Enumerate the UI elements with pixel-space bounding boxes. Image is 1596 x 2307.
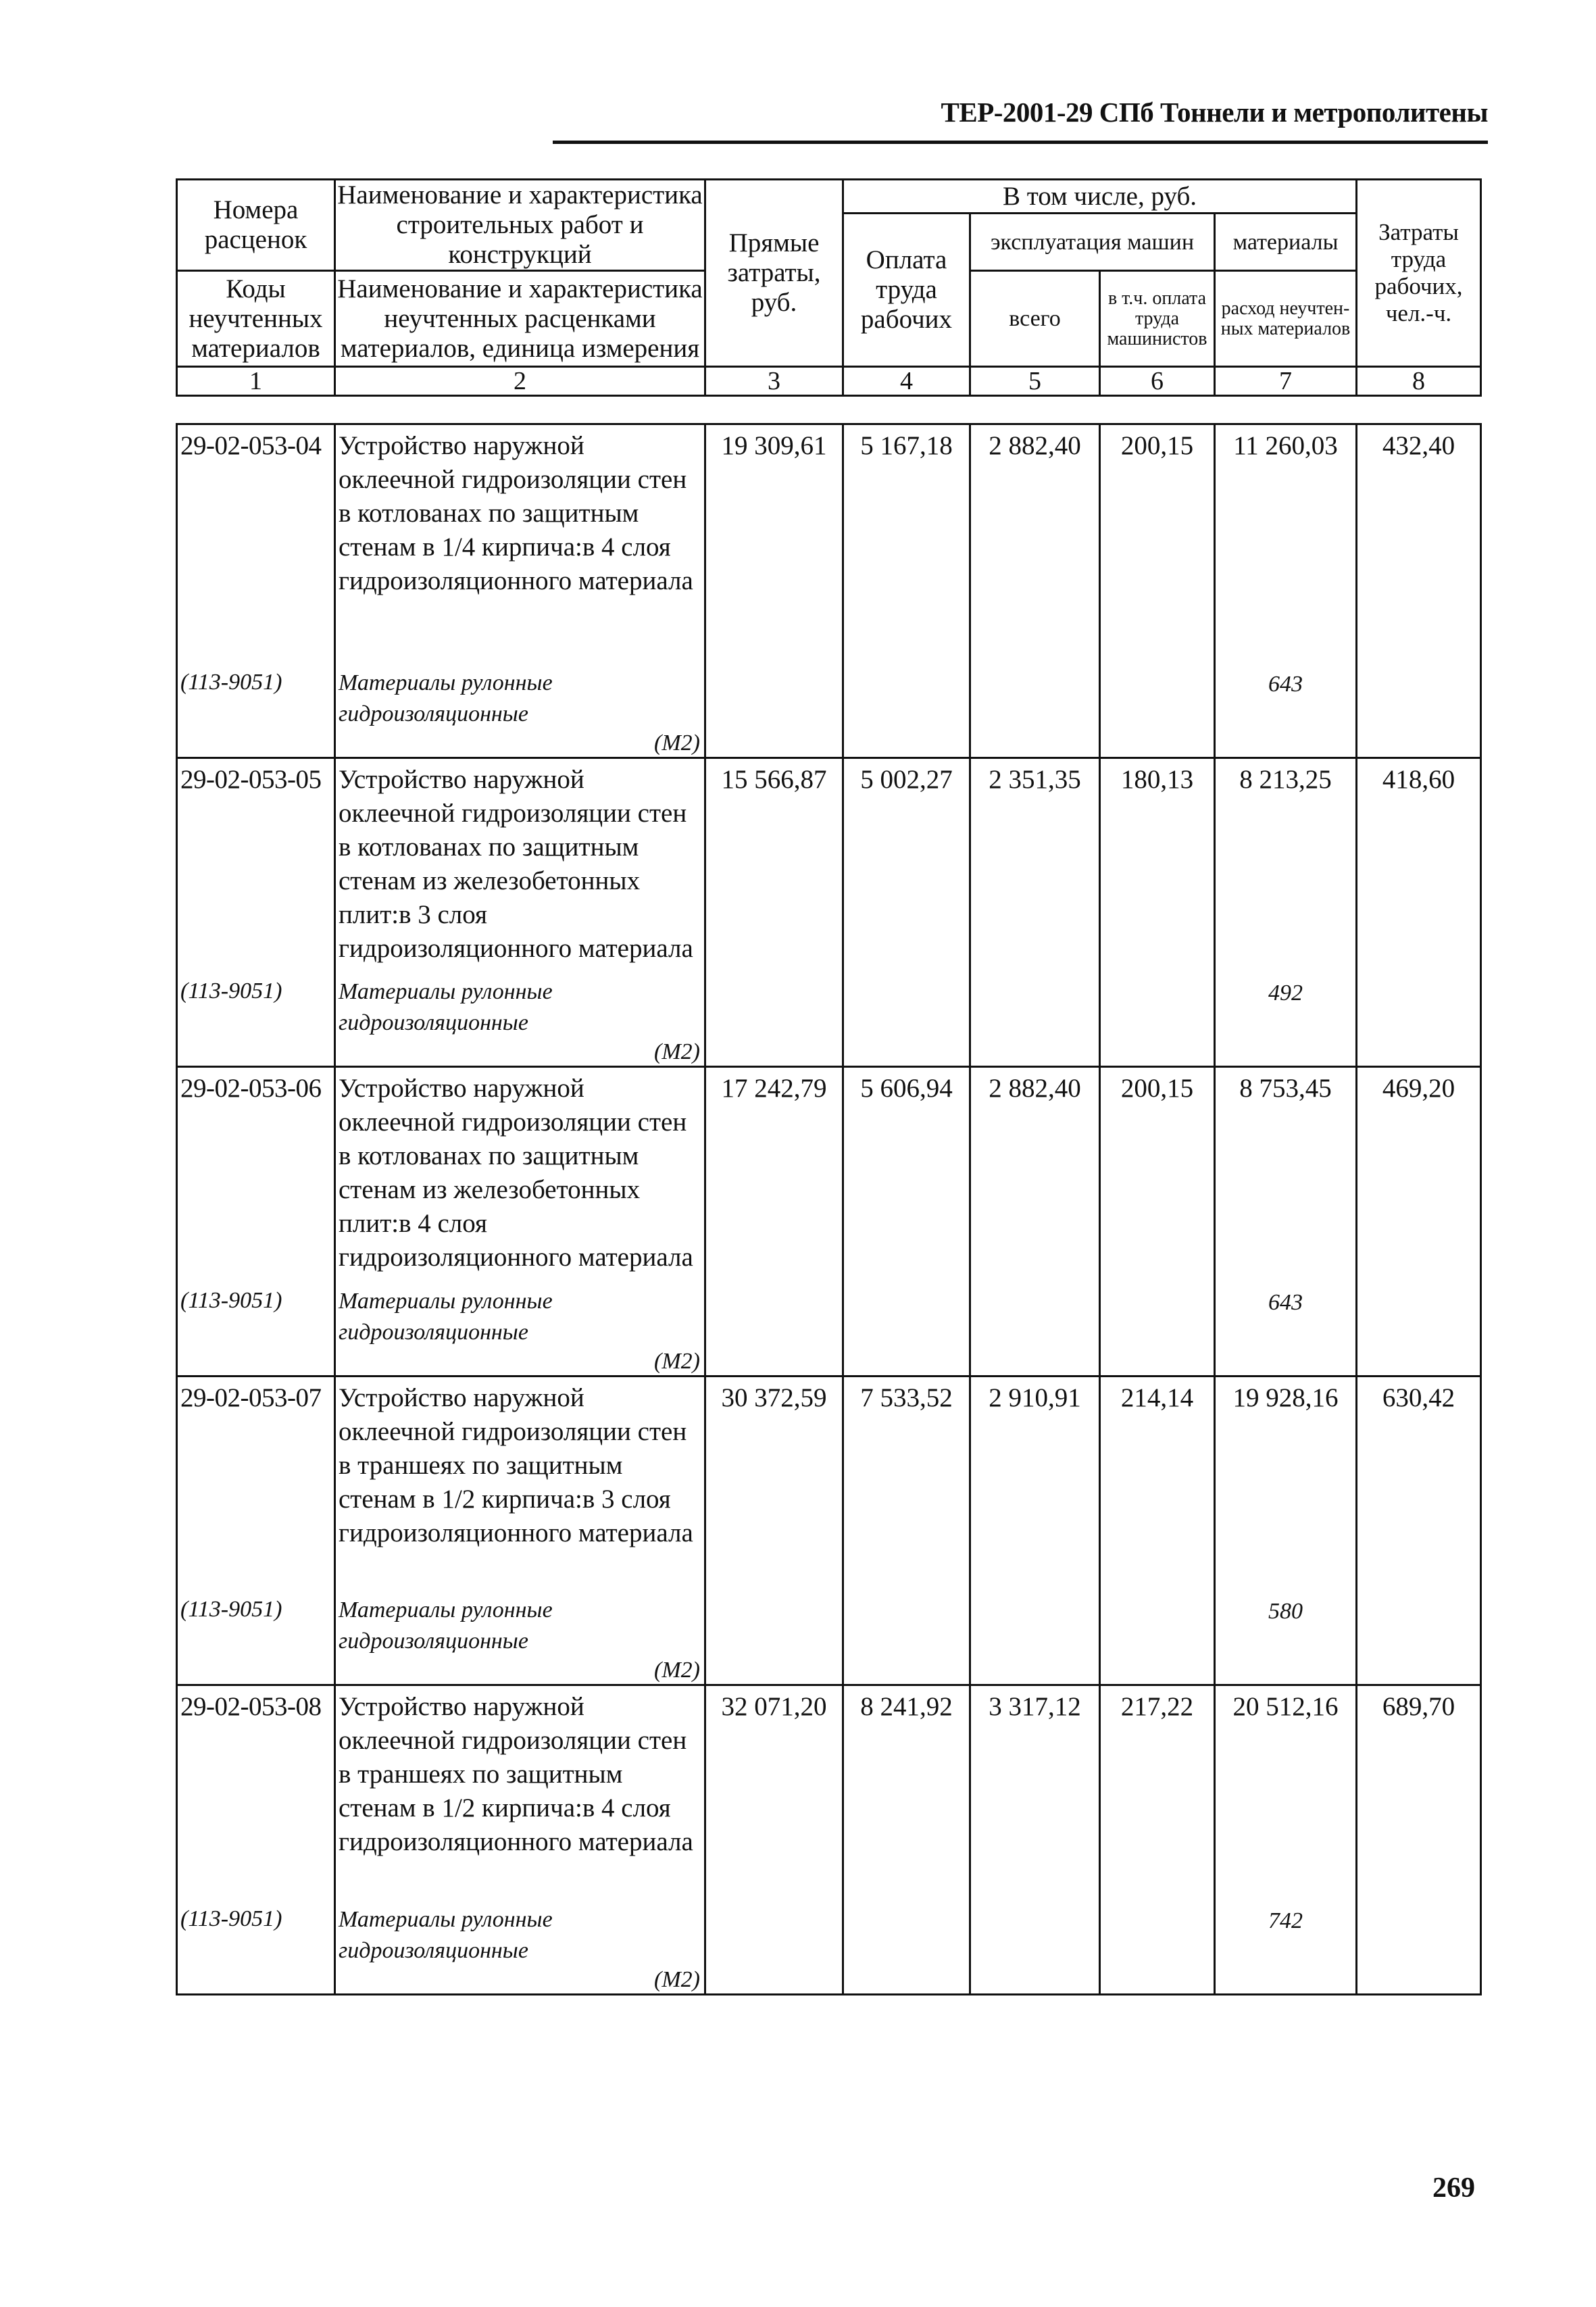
table-row [177, 424, 1481, 668]
direct-costs: 15 566,87 [705, 758, 843, 976]
rate-code: 29-02-053-05 [177, 758, 335, 976]
material-unit: (М2) [654, 1966, 700, 1992]
rates-table [176, 423, 1482, 1995]
material-row [177, 976, 1481, 1067]
material-row [177, 1286, 1481, 1376]
empty-cell [705, 1904, 843, 1995]
column-number: 5 [970, 367, 1100, 396]
header-col1-bottom: Коды неучтенных материалов [177, 271, 335, 367]
material-name-cell [335, 1286, 705, 1376]
direct-costs: 17 242,79 [705, 1067, 843, 1286]
column-number: 7 [1215, 367, 1357, 396]
page-number: 269 [1432, 2173, 1475, 2204]
header-machines-total: всего [970, 271, 1100, 367]
labor-pay: 5 606,94 [843, 1067, 970, 1286]
direct-costs: 19 309,61 [705, 424, 843, 668]
material-amount-cell [1215, 976, 1357, 1067]
labor-pay: 5 167,18 [843, 424, 970, 668]
header-labor-hours: Затраты труда рабочих, чел.-ч. [1357, 180, 1481, 367]
material-code-cell [177, 976, 335, 1067]
machinists-pay: 217,22 [1100, 1685, 1215, 1904]
empty-cell [705, 1286, 843, 1376]
header-unaccounted-materials: расход неучтен-ных материалов [1215, 271, 1357, 367]
rate-code: 29-02-053-04 [177, 424, 335, 668]
material-amount-cell [1215, 1904, 1357, 1995]
direct-costs: 30 372,59 [705, 1376, 843, 1595]
empty-cell [970, 976, 1100, 1067]
rate-code: 29-02-053-07 [177, 1376, 335, 1595]
labor-pay: 5 002,27 [843, 758, 970, 976]
empty-cell [843, 668, 970, 758]
material-code: (113-9051) [180, 1906, 282, 1931]
material-code-cell [177, 1904, 335, 1995]
table-row [177, 1685, 1481, 1904]
labor-hours: 432,40 [1357, 424, 1481, 668]
column-number: 8 [1357, 367, 1481, 396]
material-unit: (М2) [654, 1348, 700, 1374]
material-row [177, 1904, 1481, 1995]
empty-cell [970, 1904, 1100, 1995]
material-name: Материалы рулонные гидроизоляционные [339, 1906, 553, 1963]
material-amount: 643 [1268, 671, 1303, 697]
header-col2-bottom: Наименование и характеристика неучтенных расценками материалов, единица измерения [335, 271, 705, 367]
labor-pay: 8 241,92 [843, 1685, 970, 1904]
material-unit: (М2) [654, 1658, 700, 1683]
work-description: Устройство наружной оклеечной гидроизоляции стен в котлованах по защитным стенам в 1/4 кирпича:в 4 слоя гидроизоляционного материала [335, 424, 705, 668]
work-description: Устройство наружной оклеечной гидроизоляции стен в котлованах по защитным стенам из железобетонных плит:в 4 слоя гидроизоляционного материала [335, 1067, 705, 1286]
material-amount-cell [1215, 1595, 1357, 1685]
empty-cell [705, 668, 843, 758]
header-machinists-pay: в т.ч. оплата труда машинистов [1100, 271, 1215, 367]
header-direct-costs: Прямые затраты, руб. [705, 180, 843, 367]
column-number: 3 [705, 367, 843, 396]
empty-cell [843, 1595, 970, 1685]
rate-code: 29-02-053-08 [177, 1685, 335, 1904]
empty-cell [1357, 1904, 1481, 1995]
material-amount-cell [1215, 668, 1357, 758]
machines-total: 2 910,91 [970, 1376, 1100, 1595]
work-description: Устройство наружной оклеечной гидроизоляции стен в траншеях по защитным стенам в 1/2 кирпича:в 3 слоя гидроизоляционного материала [335, 1376, 705, 1595]
material-name: Материалы рулонные гидроизоляционные [339, 670, 553, 726]
empty-cell [843, 976, 970, 1067]
material-amount: 492 [1268, 981, 1303, 1006]
empty-cell [705, 1595, 843, 1685]
header-col1-top: Номера расценок [177, 180, 335, 271]
empty-cell [1357, 976, 1481, 1067]
machines-total: 3 317,12 [970, 1685, 1100, 1904]
material-amount: 643 [1268, 1289, 1303, 1315]
material-name-cell [335, 1904, 705, 1995]
empty-cell [970, 1286, 1100, 1376]
materials-cost: 8 753,45 [1215, 1067, 1357, 1286]
material-row [177, 1595, 1481, 1685]
table-header [176, 178, 1482, 397]
material-name: Материалы рулонные гидроизоляционные [339, 1288, 553, 1345]
machines-total: 2 351,35 [970, 758, 1100, 976]
empty-cell [970, 668, 1100, 758]
machinists-pay: 200,15 [1100, 424, 1215, 668]
material-code-cell [177, 668, 335, 758]
machines-total: 2 882,40 [970, 1067, 1100, 1286]
rate-code: 29-02-053-06 [177, 1067, 335, 1286]
empty-cell [1357, 1286, 1481, 1376]
header-col2-top: Наименование и характеристика строительных работ и конструкций [335, 180, 705, 271]
header-rule [553, 141, 1488, 144]
material-code: (113-9051) [180, 1287, 282, 1313]
labor-hours: 630,42 [1357, 1376, 1481, 1595]
labor-hours: 689,70 [1357, 1685, 1481, 1904]
column-number: 6 [1100, 367, 1215, 396]
empty-cell [970, 1595, 1100, 1685]
column-number: 1 [177, 367, 335, 396]
empty-cell [1100, 1595, 1215, 1685]
materials-cost: 8 213,25 [1215, 758, 1357, 976]
column-number: 2 [335, 367, 705, 396]
header-labor-pay: Оплата труда рабочих [843, 214, 970, 367]
empty-cell [843, 1904, 970, 1995]
labor-hours: 469,20 [1357, 1067, 1481, 1286]
material-name-cell [335, 976, 705, 1067]
empty-cell [843, 1286, 970, 1376]
material-name: Материалы рулонные гидроизоляционные [339, 979, 553, 1035]
empty-cell [1100, 1286, 1215, 1376]
work-description: Устройство наружной оклеечной гидроизоляции стен в котлованах по защитным стенам из железобетонных плит:в 3 слоя гидроизоляционного материала [335, 758, 705, 976]
materials-cost: 19 928,16 [1215, 1376, 1357, 1595]
table-row [177, 1067, 1481, 1286]
material-name: Материалы рулонные гидроизоляционные [339, 1597, 553, 1654]
material-unit: (М2) [654, 730, 700, 755]
material-name-cell [335, 668, 705, 758]
material-code: (113-9051) [180, 1597, 282, 1622]
material-code-cell [177, 1595, 335, 1685]
header-group: В том числе, руб. [843, 180, 1357, 214]
direct-costs: 32 071,20 [705, 1685, 843, 1904]
labor-pay: 7 533,52 [843, 1376, 970, 1595]
labor-hours: 418,60 [1357, 758, 1481, 976]
empty-cell [705, 976, 843, 1067]
empty-cell [1100, 1904, 1215, 1995]
column-number: 4 [843, 367, 970, 396]
header-machines: эксплуатация машин [970, 214, 1215, 271]
material-code-cell [177, 1286, 335, 1376]
material-amount-cell [1215, 1286, 1357, 1376]
material-amount: 742 [1268, 1908, 1303, 1933]
table-row [177, 1376, 1481, 1595]
work-description: Устройство наружной оклеечной гидроизоляции стен в траншеях по защитным стенам в 1/2 кирпича:в 4 слоя гидроизоляционного материала [335, 1685, 705, 1904]
machinists-pay: 214,14 [1100, 1376, 1215, 1595]
table-row [177, 758, 1481, 976]
empty-cell [1357, 1595, 1481, 1685]
materials-cost: 11 260,03 [1215, 424, 1357, 668]
machines-total: 2 882,40 [970, 424, 1100, 668]
material-code: (113-9051) [180, 669, 282, 695]
materials-cost: 20 512,16 [1215, 1685, 1357, 1904]
header-materials: материалы [1215, 214, 1357, 271]
material-name-cell [335, 1595, 705, 1685]
material-row [177, 668, 1481, 758]
empty-cell [1100, 668, 1215, 758]
empty-cell [1357, 668, 1481, 758]
material-unit: (М2) [654, 1039, 700, 1064]
document-header: ТЕР-2001-29 СПб Тоннели и метрополитены [941, 97, 1488, 128]
material-code: (113-9051) [180, 978, 282, 1003]
material-amount: 580 [1268, 1599, 1303, 1624]
machinists-pay: 180,13 [1100, 758, 1215, 976]
empty-cell [1100, 976, 1215, 1067]
machinists-pay: 200,15 [1100, 1067, 1215, 1286]
